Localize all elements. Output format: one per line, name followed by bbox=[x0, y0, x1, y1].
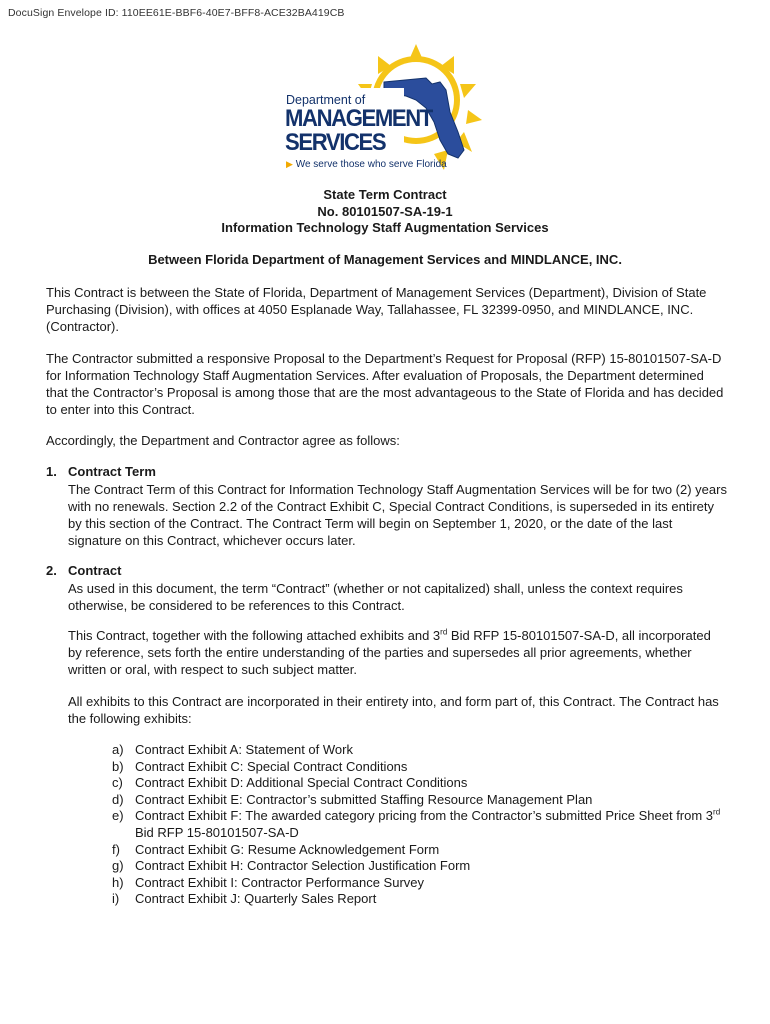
list-text: Contract Exhibit G: Resume Acknowledgement Form bbox=[135, 841, 440, 857]
list-text-post: Bid RFP 15-80101507-SA-D bbox=[135, 824, 299, 840]
title-line-1: State Term Contract bbox=[323, 187, 447, 202]
section-1-title: Contract Term bbox=[68, 464, 156, 479]
list-text-pre: Contract Exhibit F: The awarded category pricing from the Contractor’s submitted Price Sheet from 3 bbox=[135, 808, 714, 824]
section-2-body-3: All exhibits to this Contract are incorporated in their entirety into, and form part of, this Contract. The Contract has the following exhibits: bbox=[68, 694, 719, 726]
list-text: Contract Exhibit C: Special Contract Conditions bbox=[135, 758, 408, 774]
section-2-number: 2. bbox=[46, 563, 57, 578]
list-item bbox=[112, 775, 732, 792]
section-2-body-1: As used in this document, the term “Contract” (whether or not capitalized) shall, unless the context requires otherwise, be considered to be references to this Contract. bbox=[68, 581, 683, 613]
list-item bbox=[112, 858, 732, 875]
list-superscript: rd bbox=[713, 808, 721, 818]
exhibit-list bbox=[112, 742, 732, 908]
title-line-2: No. 80101507-SA-19-1 bbox=[317, 203, 453, 219]
list-item bbox=[112, 891, 732, 908]
play-arrow-icon: ▶ bbox=[286, 159, 293, 169]
title-line-3: Information Technology Staff Augmentation Services bbox=[221, 220, 549, 235]
intro-paragraph-2: The Contractor submitted a responsive Proposal to the Department’s Request for Proposal (RFP) 15-80101507-SA-D for Information Technology Staff Augmentation Services. After evaluation of Proposals, the Department determined that the Contractor’s Proposal is among those that are the most advantageous to the State of Florida and has decided to enter into this Contract. bbox=[46, 351, 724, 417]
list-item bbox=[112, 842, 732, 859]
list-letter: a) bbox=[112, 742, 124, 757]
list-letter: i) bbox=[112, 891, 120, 907]
list-letter: f) bbox=[112, 841, 120, 857]
list-letter: c) bbox=[112, 775, 123, 791]
envelope-id: DocuSign Envelope ID: 110EE61E-BBF6-40E7-BFF8-ACE32BA419CB bbox=[8, 7, 345, 19]
section-2-heading bbox=[46, 563, 121, 578]
body-2-text-pre: This Contract, together with the following attached exhibits and 3 bbox=[68, 628, 441, 643]
list-text: Contract Exhibit D: Additional Special Contract Conditions bbox=[135, 775, 468, 791]
dms-logo bbox=[276, 42, 498, 182]
list-item bbox=[112, 742, 732, 759]
list-text: Contract Exhibit J: Quarterly Sales Report bbox=[135, 891, 377, 907]
logo-management-text: MANAGEMENT bbox=[285, 105, 432, 132]
contract-title bbox=[0, 187, 770, 237]
list-text: Contract Exhibit I: Contractor Performance Survey bbox=[135, 874, 425, 890]
section-2-body-2 bbox=[68, 627, 728, 678]
logo-tagline bbox=[286, 159, 447, 170]
list-item bbox=[112, 792, 732, 809]
parties-heading: Between Florida Department of Management Services and MINDLANCE, INC. bbox=[148, 252, 622, 267]
body-2-superscript: rd bbox=[440, 627, 448, 637]
list-item bbox=[112, 808, 732, 841]
section-2-title: Contract bbox=[68, 563, 122, 578]
list-text: Contract Exhibit E: Contractor’s submitted Staffing Resource Management Plan bbox=[135, 791, 593, 807]
list-item bbox=[112, 875, 732, 892]
logo-tagline-text: We serve those who serve Florida bbox=[295, 159, 447, 170]
section-1-heading bbox=[46, 464, 156, 479]
list-letter: b) bbox=[112, 758, 124, 774]
list-text: Contract Exhibit H: Contractor Selection Justification Form bbox=[135, 858, 471, 874]
body-2-text-post: Bid RFP 15-80101507-SA-D, all incorporated by reference, sets forth the entire understanding of the parties and supersedes all prior agreements, whether written or oral, with respect to such subject matter. bbox=[68, 628, 711, 677]
list-letter: g) bbox=[112, 858, 124, 874]
intro-paragraph-3: Accordingly, the Department and Contractor agree as follows: bbox=[46, 433, 400, 448]
section-1-body: The Contract Term of this Contract for Information Technology Staff Augmentation Services will be for two (2) years with no renewals. Section 2.2 of the Contract Exhibit C, Special Contract Conditions, is superseded in its entirety by this section of the Contract. The Contract Term will begin on September 1, 2020, or the date of the last signature on this Contract, whichever occurs later. bbox=[68, 482, 727, 548]
list-item bbox=[112, 759, 732, 776]
intro-paragraph-1: This Contract is between the State of Florida, Department of Management Services (Department), Division of State Purchasing (Division), with offices at 4050 Esplanade Way, Tallahassee, FL 32399-0950, and MINDLANCE, INC. (Contractor). bbox=[46, 285, 707, 334]
list-text: Contract Exhibit A: Statement of Work bbox=[135, 742, 353, 757]
list-letter: e) bbox=[112, 808, 124, 824]
logo-services-text: SERVICES bbox=[285, 129, 386, 156]
list-letter: d) bbox=[112, 791, 124, 807]
list-letter: h) bbox=[112, 874, 124, 890]
section-1-number: 1. bbox=[46, 464, 57, 479]
logo-department-text: Department of bbox=[286, 93, 366, 107]
